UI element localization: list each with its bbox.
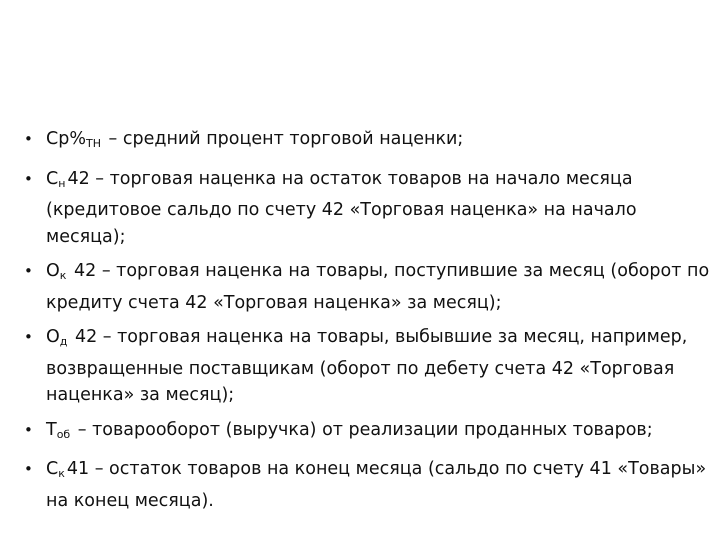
account-code: 42 — [69, 327, 98, 347]
account-code: 42 — [68, 261, 97, 281]
formula-symbol — [46, 129, 103, 149]
symbol-subscript: об — [56, 427, 71, 441]
bullet-icon: • — [24, 130, 33, 148]
bullet-icon: • — [24, 262, 33, 280]
symbol-letter: Т — [46, 419, 57, 440]
account-code: 42 — [67, 168, 90, 189]
list-item — [20, 126, 710, 158]
list-item — [20, 258, 710, 316]
symbol-letter: О — [46, 261, 60, 281]
symbol-subscript: к — [59, 269, 67, 282]
item-description: – торговая наценка на товары, выбывшие за месяц, например, возвращенные поставщикам (оборот по дебету счета 42 «Торговая наценка» за месяц); — [46, 327, 688, 405]
account-code: 41 — [66, 459, 90, 479]
list-item — [20, 456, 710, 514]
symbol-subscript: д — [59, 335, 68, 348]
list-item — [20, 166, 710, 251]
bullet-icon: • — [24, 328, 33, 346]
bullet-icon: • — [24, 420, 33, 439]
symbol-letter: С — [46, 459, 59, 479]
list-item — [20, 417, 710, 449]
symbol-letter: О — [46, 327, 60, 347]
list-item — [20, 324, 710, 409]
item-description: – товарооборот (выручка) от реализации проданных товаров; — [72, 419, 653, 440]
symbol-letter: Ср% — [46, 129, 86, 149]
formula-symbol — [46, 459, 89, 479]
symbol-subscript: н — [58, 176, 66, 190]
bullet-icon: • — [24, 169, 33, 188]
formula-symbol — [46, 327, 97, 347]
item-description: – торговая наценка на остаток товаров на начало месяца (кредитовое сальдо по счету 42 «Торговая наценка» на начало месяца); — [46, 168, 637, 247]
formula-symbol — [46, 169, 90, 189]
symbol-subscript: к — [58, 467, 65, 480]
item-description: – средний процент торговой наценки; — [102, 129, 464, 149]
item-description: – торговая наценка на товары, поступившие за месяц (оборот по кредиту счета 42 «Торговая наценка» за месяц); — [46, 261, 710, 313]
formula-symbol — [46, 261, 96, 281]
formula-symbol — [46, 420, 72, 440]
symbol-subscript: ТН — [85, 137, 101, 150]
item-description: – остаток товаров на конец месяца (сальдо по счету 41 «Товары» на конец месяца). — [46, 459, 707, 511]
bullet-icon: • — [24, 460, 33, 478]
symbol-letter: С — [46, 168, 59, 189]
definitions-list — [20, 126, 710, 522]
